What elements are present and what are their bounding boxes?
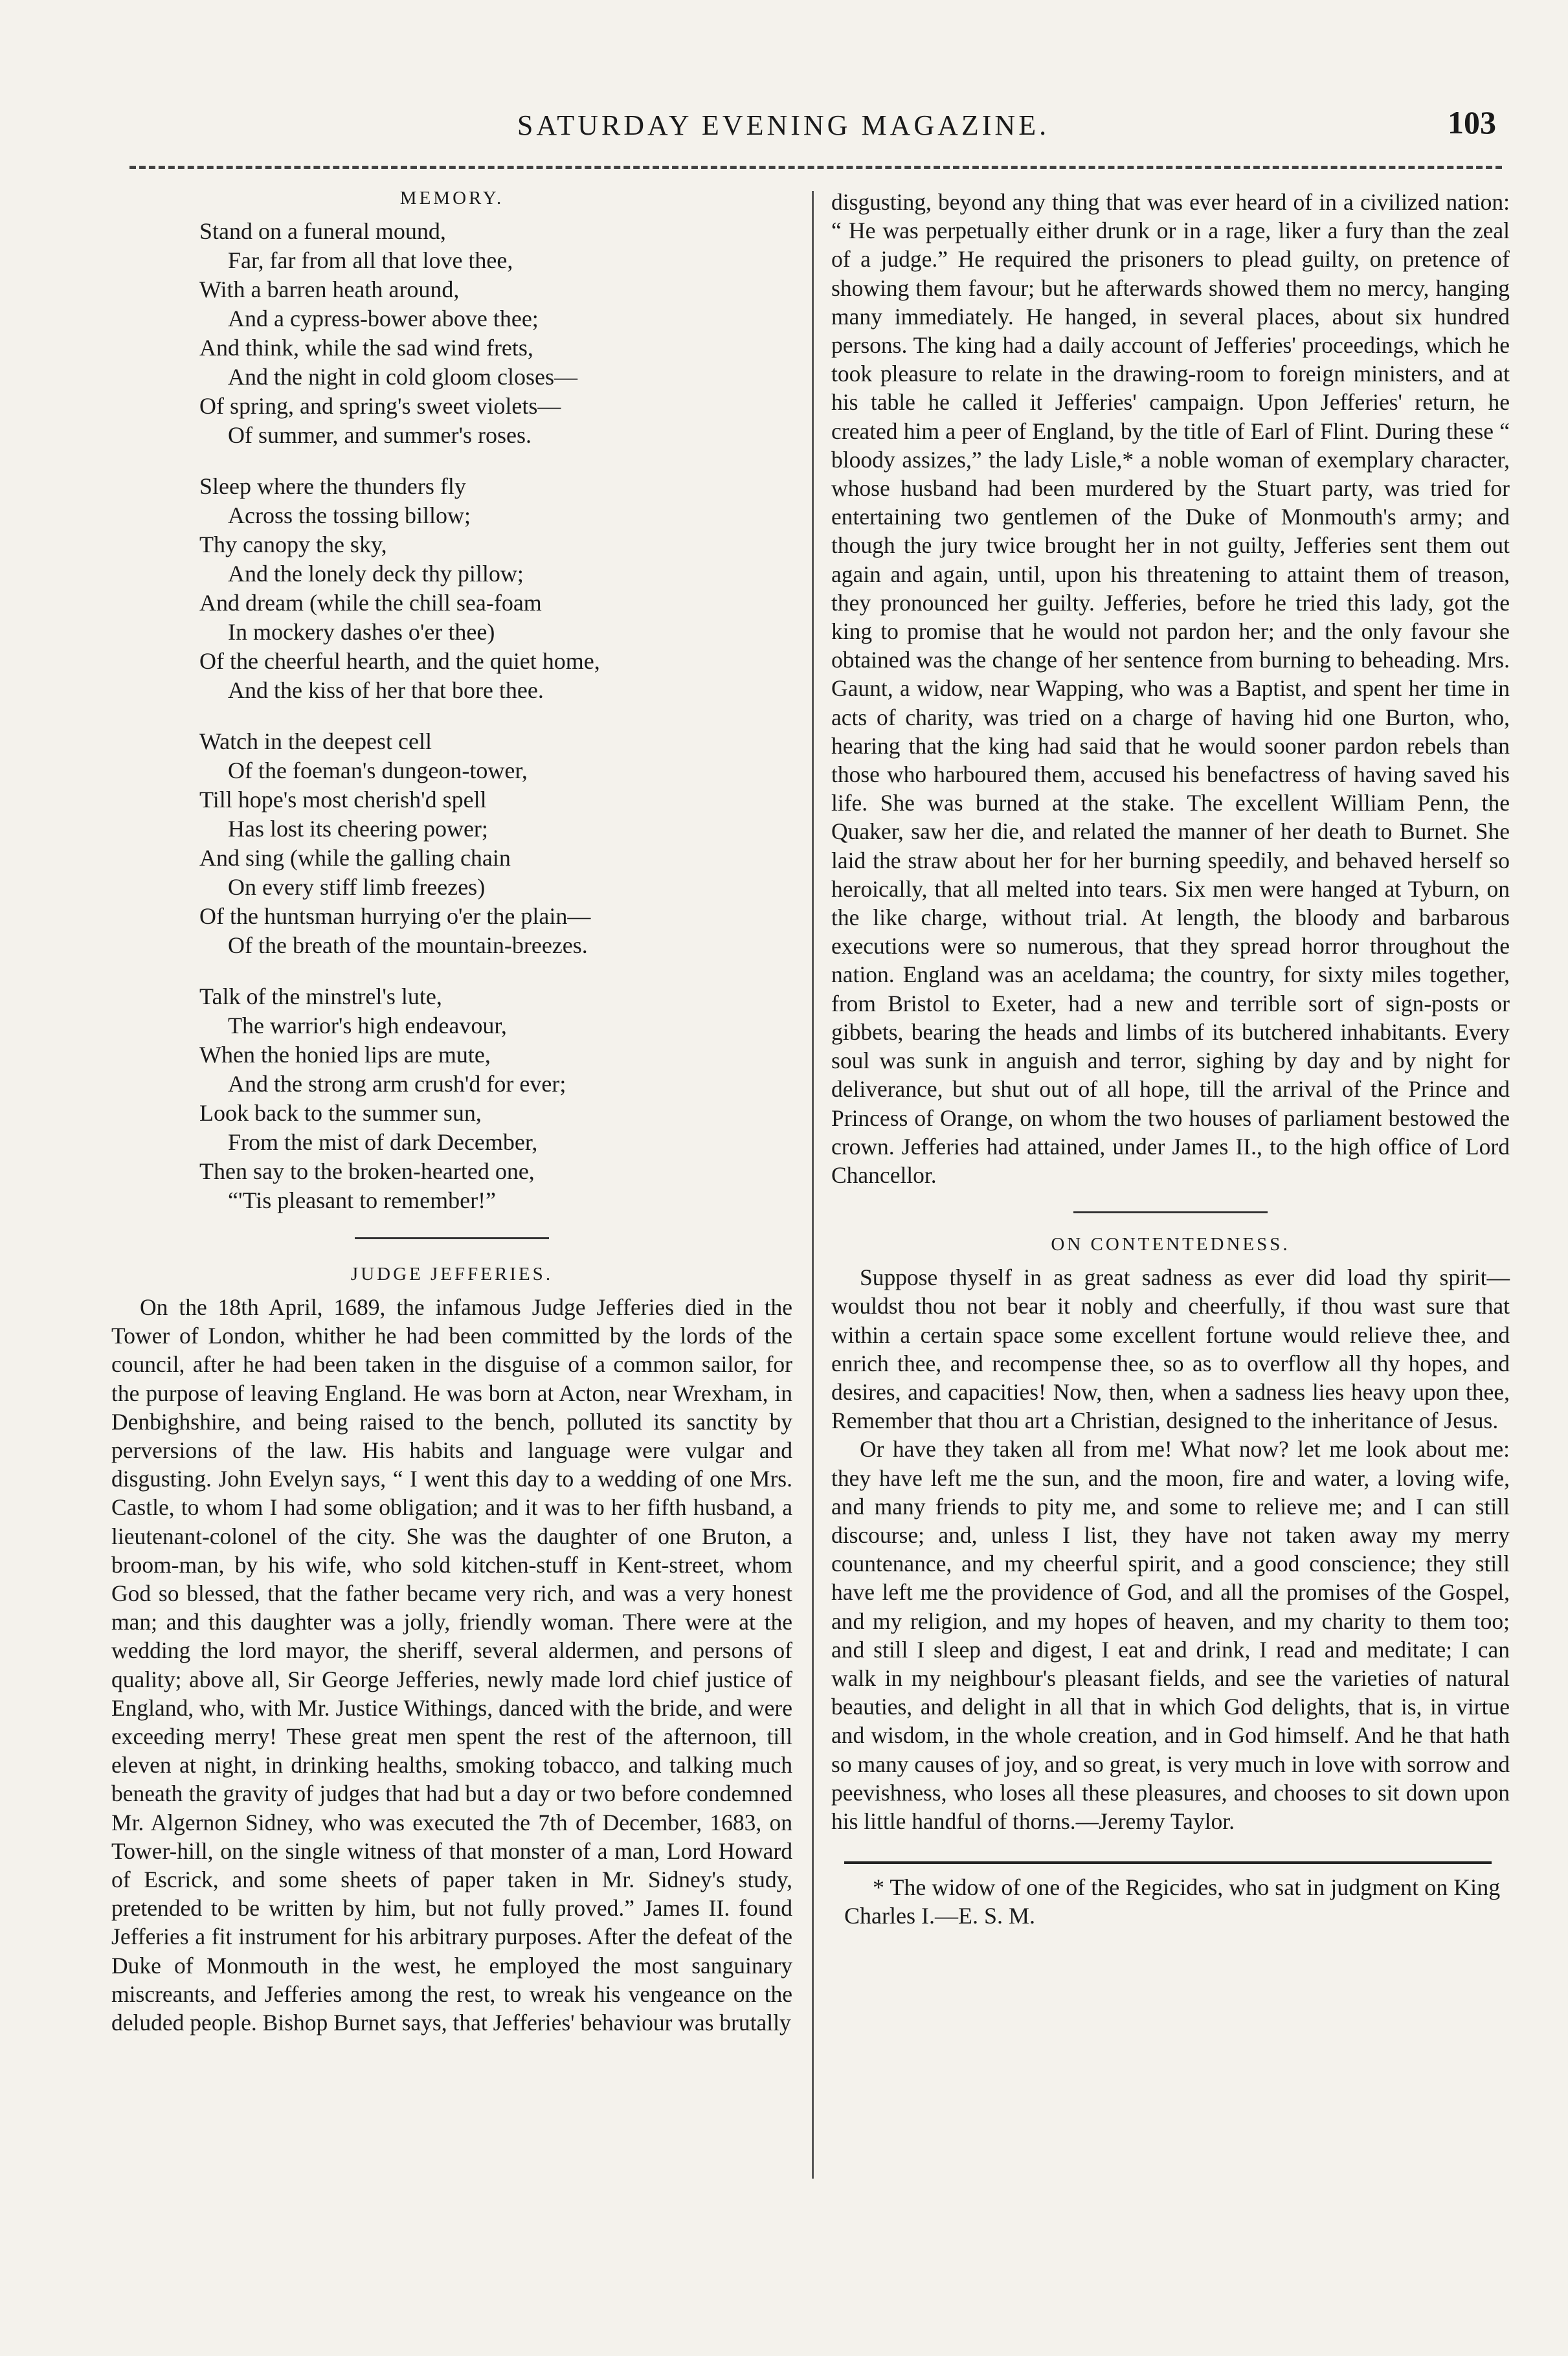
- poem-title: MEMORY.: [399, 188, 504, 208]
- poem-line: Talk of the minstrel's lute,: [199, 983, 442, 1009]
- column-divider: [812, 191, 814, 2179]
- poem-line: And the strong arm crush'd for ever;: [228, 1071, 566, 1097]
- section-rule: [355, 1237, 549, 1239]
- article-title: JUDGE JEFFERIES.: [350, 1264, 554, 1285]
- poem-line: Of summer, and summer's roses.: [228, 422, 532, 448]
- poem-line: Then say to the broken-hearted one,: [199, 1158, 535, 1184]
- poem-line: From the mist of dark December,: [228, 1129, 538, 1155]
- section-rule: [1073, 1211, 1268, 1213]
- essay-paragraph: Suppose thyself in as great sadness as ever did load thy spirit—wouldst thou not bear it nobly and cheerfully, if thou wast sure that within a certain space some excellent fortune would relieve thee, and enrich thee, and recompense thee, so as to overflow all thy hopes, and desires, and capacities! Now, then, when a sadness lies heavy upon thee, Remember that thou art a Christian, designed to the inheritance of Jesus.: [831, 1264, 1510, 1434]
- poem-line: In mockery dashes o'er thee): [228, 619, 495, 645]
- poem-line: Far, far from all that love thee,: [228, 247, 513, 273]
- article-text-right: disgusting, beyond any thing that was ever heard of in a civilized nation: “ He was perpetually either drunk or in a rage, liker a fury than the zeal of a judge.” He required the prisoners to plead guilty, on pretence of showing them favour; but he afterwards showed them no mercy, hanging many immediately. He hanged, in several places, about six hundred persons. The king had a daily account of Jefferies' proceedings, which he took pleasure to relate in the drawing-room to foreign ministers, and at his table he called it Jefferies' campaign. Upon Jefferies' return, he created him a peer of England, by the title of Earl of Flint. During these “ bloody assizes,” the lady Lisle,* a noble woman of exemplary character, whose husband had been murdered by the Stuart party, was tried for entertaining two gentlemen of the Duke of Monmouth's army; and though the jury twice brought her in not guilty, Jefferies sent them out again and again, until, upon his threatening to attaint them of treason, they pronounced her guilty. Jefferies, before he tried this lady, got the king to promise that he would not pardon her; and the only favour she obtained was the change of her sentence from burning to beheading. Mrs. Gaunt, a widow, near Wapping, who was a Baptist, and spent her time in acts of charity, was tried on a charge of having hid one Burton, who, hearing that the king had said that he would sooner pardon rebels than those who harboured them, accused his benefactress of having saved his life. She was burned at the stake. The excellent William Penn, the Quaker, saw her die, and related the manner of her death to Burnet. She laid the straw about her for her burning speedily, and behaved herself so heroically, that all melted into tears. Six men were hanged at Tyburn, on the like charge, without trial. At length, the bloody and barbarous executions were so numerous, that they spread horror throughout the nation. England was an aceldama; the country, for sixty miles together, from Bristol to Exeter, had a new and terrible sort of sign-posts or gibbets, bearing the heads and limbs of its butchered inhabitants. Every soul was sunk in anguish and terror, sighing by day and by night for deliverance, but shut out of all hope, till the arrival of the Prince and Princess of Orange, on whom the two houses of parliament bestowed the crown. Jefferies had attained, under James II., to the high office of Lord Chancellor.: [831, 189, 1510, 1188]
- poem-stanza: [199, 982, 792, 1215]
- poem-line: Look back to the summer sun,: [199, 1100, 482, 1126]
- article-text-left: On the 18th April, 1689, the infamous Judge Jefferies died in the Tower of London, whither he had been committed by the lords of the council, after he had been taken in the disguise of a common sailor, for the purpose of leaving England. He was born at Acton, near Wrexham, in Denbighshire, and being raised to the bench, polluted its sanctity by perversions of the law. His habits and language were vulgar and disgusting. John Evelyn says, “ I went this day to a wedding of one Mrs. Castle, to whom I had some obligation; and it was to her fifth husband, a lieutenant-colonel of the city. She was the daughter of one Bruton, a broom-man, by his wife, who sold kitchen-stuff in Kent-street, whom God so blessed, that the father became very rich, and was a very honest man; and this daughter was a jolly, friendly woman. There were at the wedding the lord mayor, the sheriff, several aldermen, and persons of quality; above all, Sir George Jefferies, newly made lord chief justice of England, who, with Mr. Justice Withings, danced with the bride, and were exceeding merry! These great men spent the rest of the afternoon, till eleven at night, in drinking healths, smoking tobacco, and talking much beneath the gravity of judges that had but a day or two before condemned Mr. Algernon Sidney, who was executed the 7th of December, 1683, on Tower-hill, on the single witness of that monster of a man, Lord Howard of Escrick, and some sheets of paper taken in Mr. Sidney's study, pretended to be written by him, but not fully proved.” James II. found Jefferies a fit instrument for his arbitrary purposes. After the defeat of the Duke of Monmouth in the west, he employed the most sanguinary miscreants, and Jefferies among the rest, to wreak his vengeance on the deluded people. Bishop Burnet says, that Jefferies' behaviour was brutally: [111, 1294, 792, 2036]
- poem-line: Has lost its cheering power;: [228, 816, 488, 842]
- poem-line: Stand on a funeral mound,: [199, 218, 446, 244]
- poem-line: And sing (while the galling chain: [199, 845, 511, 871]
- poem-line: Watch in the deepest cell: [199, 728, 432, 754]
- poem-line: Thy canopy the sky,: [199, 532, 387, 557]
- poem-line: Of the foeman's dungeon-tower,: [228, 757, 528, 783]
- poem-line: And a cypress-bower above thee;: [228, 306, 539, 331]
- poem-line: Till hope's most cherish'd spell: [199, 787, 487, 813]
- poem-line: And the night in cold gloom closes—: [228, 364, 577, 390]
- poem-stanza: [199, 727, 792, 960]
- poem-line: Of the huntsman hurrying o'er the plain—: [199, 903, 591, 929]
- poem-line: The warrior's high endeavour,: [228, 1013, 507, 1038]
- footnote-rule: [844, 1861, 1492, 1864]
- essay-paragraph: Or have they taken all from me! What now? let me look about me: they have left me the sun, and the moon, fire and water, a loving wife, and many friends to pity me, and some to relieve me; and I can still discourse; and, unless I list, they have not taken away my merry countenance, and my cheerful spirit, and a good conscience; they still have left me the providence of God, and all the promises of the Gospel, and my religion, and my hopes of heaven, and my charity to them too; and still I sleep and digest, I eat and drink, I read and meditate; I can walk in my neighbour's pleasant fields, and see the varieties of natural beauties, and delight in all that in which God delights, that is, in virtue and wisdom, in the whole creation, and in God himself. And he that hath so many causes of joy, and so great, is very much in love with sorrow and peevishness, who loses all these pleasures, and chooses to sit down upon his little handful of thorns.—Jeremy Taylor.: [831, 1436, 1510, 1834]
- header-rule: [129, 166, 1502, 169]
- poem-line: And think, while the sad wind frets,: [199, 335, 533, 361]
- running-title: SATURDAY EVENING MAGAZINE.: [517, 109, 1050, 141]
- poem-line: On every stiff limb freezes): [228, 874, 486, 900]
- poem-line: Of the cheerful hearth, and the quiet home,: [199, 648, 600, 674]
- poem-stanza: [199, 472, 792, 705]
- poem-line: Sleep where the thunders fly: [199, 473, 466, 499]
- left-column: [111, 188, 792, 2037]
- right-column: [831, 188, 1510, 1930]
- poem-line: And the kiss of her that bore thee.: [228, 677, 544, 703]
- poem-line: And dream (while the chill sea-foam: [199, 590, 542, 616]
- poem-line: “'Tis pleasant to remember!”: [228, 1187, 497, 1213]
- poem-line: And the lonely deck thy pillow;: [228, 561, 524, 587]
- page-number: 103: [1448, 104, 1496, 140]
- poem-line: Of spring, and spring's sweet violets—: [199, 393, 561, 419]
- poem-stanza: [199, 217, 792, 450]
- poem-line: Across the tossing billow;: [228, 502, 471, 528]
- poem-line: Of the breath of the mountain-breezes.: [228, 932, 588, 958]
- essay-title: ON CONTENTEDNESS.: [1051, 1234, 1290, 1255]
- poem-line: With a barren heath around,: [199, 276, 460, 302]
- footnote: * The widow of one of the Regicides, who sat in judgment on King Charles I.—E. S. M.: [844, 1874, 1501, 1929]
- poem-line: When the honied lips are mute,: [199, 1042, 491, 1068]
- memory-poem: [111, 217, 792, 1215]
